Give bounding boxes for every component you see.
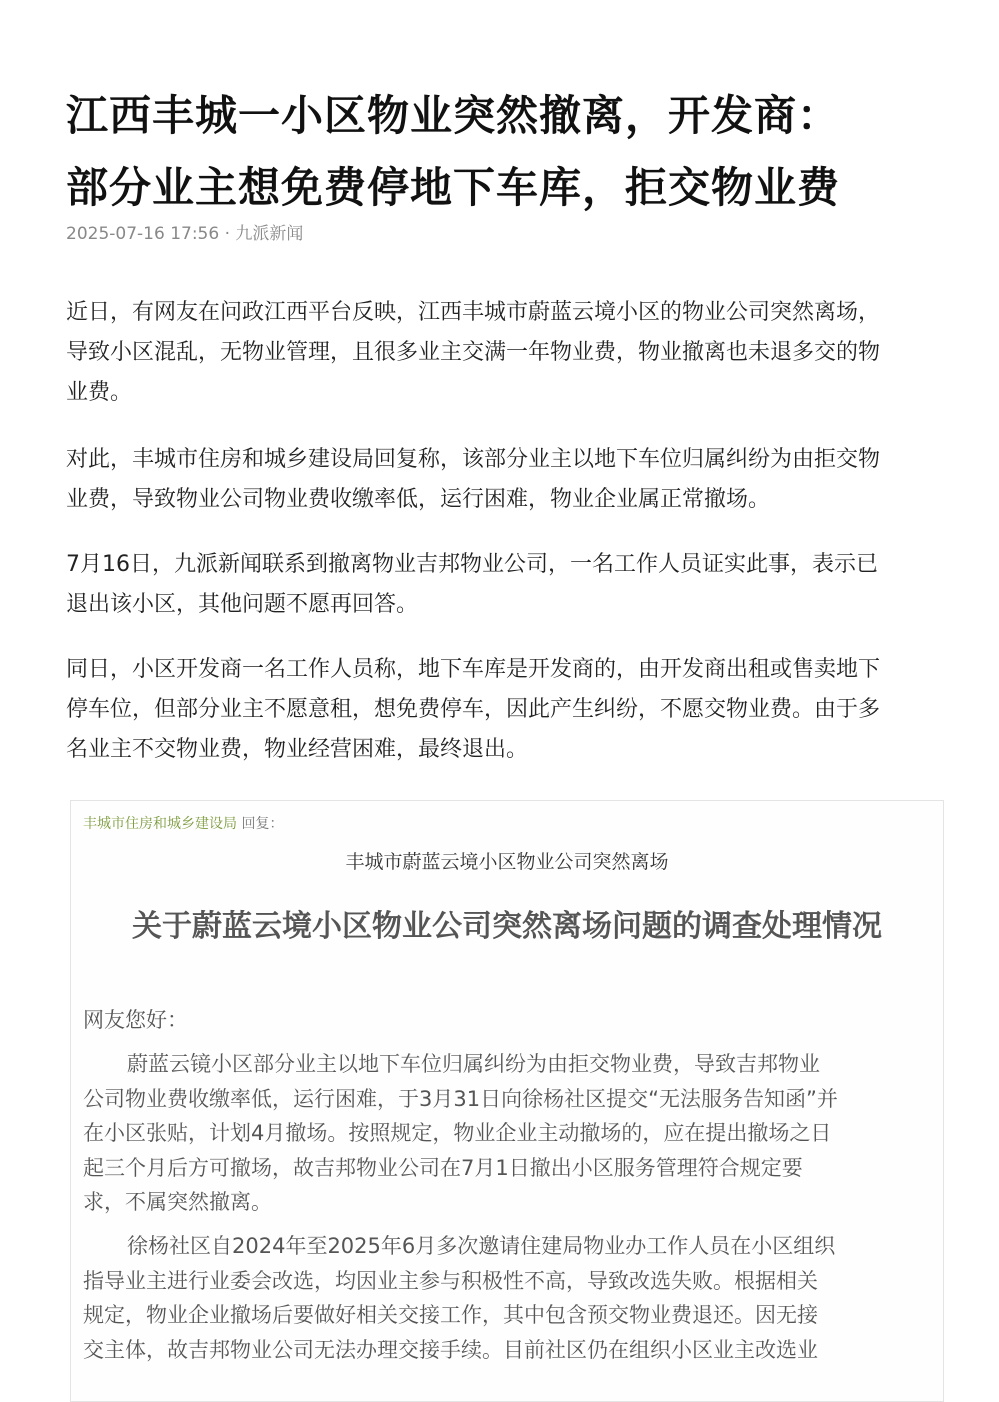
text-line: 蔚蓝云镜小区部分业主以地下车位归属纠纷为由拒交物业费，导致吉邦物业 [127,1052,820,1076]
text-line: 名业主不交物业费，物业经营困难，最终退出。 [66,737,529,762]
reply-greeting: 网友您好： [83,1008,188,1032]
text-line: 交主体，故吉邦物业公司无法办理交接手续。目前社区仍在组织小区业主改选业 [83,1337,818,1362]
text-line: 对此，丰城市住房和城乡建设局回复称，该部分业主以地下车位归属纠纷为由拒交物 [66,447,881,472]
text-line: 指导业主进行业委会改选，均因业主参与积极性不高，导致改选失败。根据相关 [83,1268,818,1293]
article-meta: 2025-07-16 17:56 · 九派新闻 [66,224,304,244]
text-line: 导致小区混乱，无物业管理，且很多业主交满一年物业费，物业撤离也未退多交的物 [66,340,881,365]
text-line: 停车位，但部分业主不愿意租，想免费停车，因此产生纠纷，不愿交物业费。由于多 [66,697,881,722]
text-line: 规定，物业企业撤场后要做好相关交接工作，其中包含预交物业费退还。因无接 [83,1303,818,1327]
paragraph-4 [66,650,880,770]
title-line: 江西丰城一小区物业突然撤离，开发商： [66,91,841,141]
paragraph-2 [66,440,880,520]
reply-text: 回复： [241,816,284,832]
text-line: 同日，小区开发商一名工作人员称，地下车库是开发商的，由开发商出租或售卖地下 [66,657,881,682]
text-line: 求，不属突然撤离。 [83,1190,272,1214]
reply-label [83,813,283,833]
text-line: 起三个月后方可撤场，故吉邦物业公司在7月1日撤出小区服务管理符合规定要 [83,1155,803,1180]
text-line: 近日，有网友在问政江西平台反映，江西丰城市蔚蓝云境小区的物业公司突然离场， [66,300,881,325]
text-line: 退出该小区，其他问题不愿再回答。 [66,592,419,617]
embedded-reply-screenshot [70,800,944,1402]
text-line: 业费，导致物业公司物业费收缴率低，运行困难，物业企业属正常撤场。 [66,487,771,512]
text-line: 公司物业费收缴率低，运行困难，于3月31日向徐杨社区提交“无法服务告知函”并 [83,1086,838,1111]
paragraph-1 [66,293,880,413]
title-line: 部分业主想免费停地下车库，拒交物业费 [66,163,841,213]
paragraph-3 [66,545,878,625]
reply-paragraph-1 [83,1047,838,1220]
text-line: 业费。 [66,380,133,405]
article-title [66,80,840,224]
reply-paragraph-2 [83,1229,835,1367]
text-line: 在小区张贴，计划4月撤场。按照规定，物业企业主动撤场的，应在提出撤场之日 [83,1121,832,1145]
reply-heading: 关于蔚蓝云境小区物业公司突然离场问题的调查处理情况 [132,909,882,944]
text-line: 7月16日，九派新闻联系到撤离物业吉邦物业公司，一名工作人员证实此事，表示已 [66,552,878,577]
text-line: 徐杨社区自2024年至2025年6月多次邀请住建局物业办工作人员在小区组织 [127,1234,836,1258]
agency-name: 丰城市住房和城乡建设局 [83,816,237,832]
reply-subtitle: 丰城市蔚蓝云境小区物业公司突然离场 [345,851,669,873]
